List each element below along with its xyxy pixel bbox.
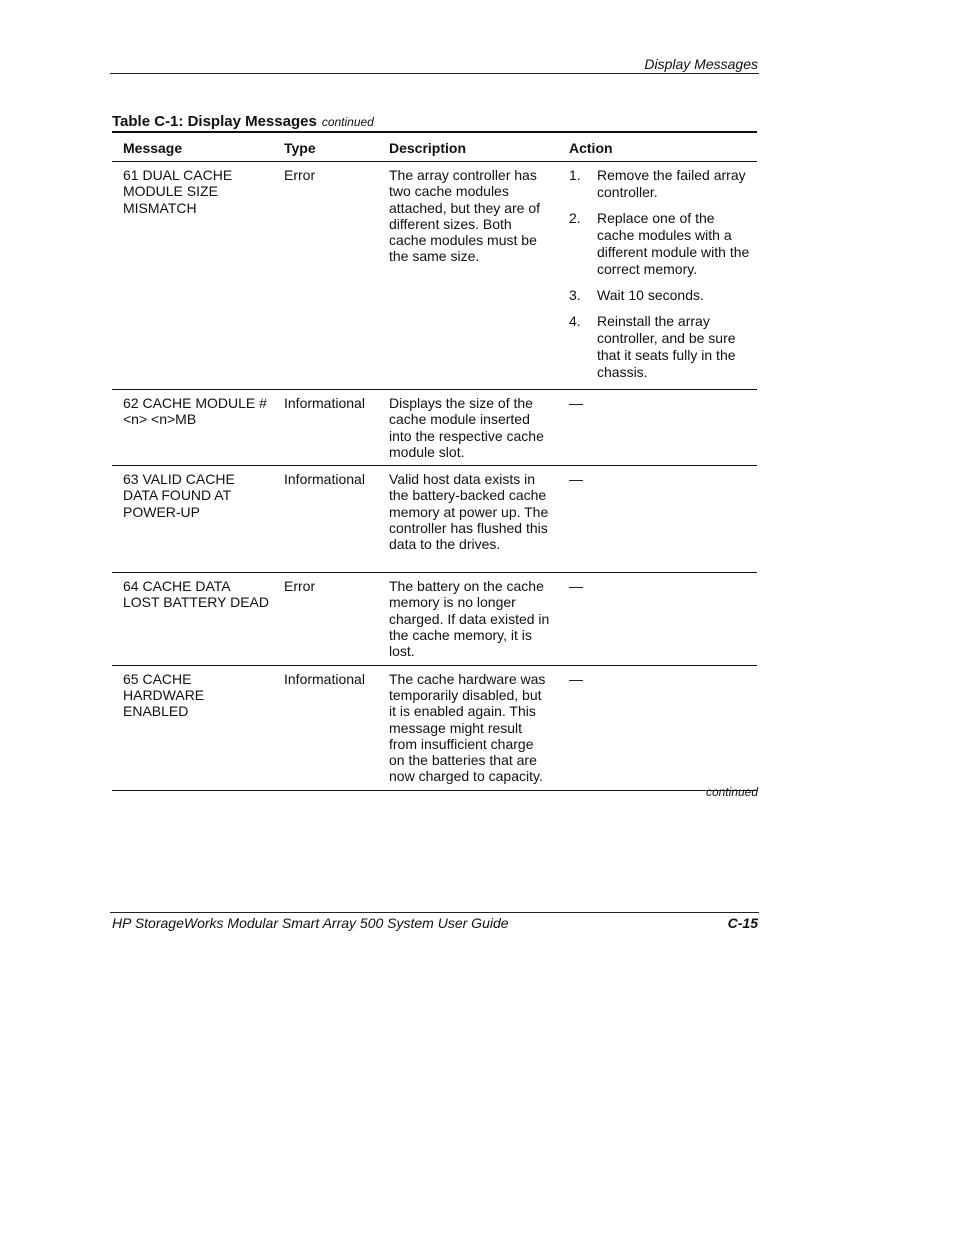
type-cell: Informational [284,670,365,687]
table-continued-label: continued [321,115,374,129]
action-cell: — [569,670,583,687]
action-cell [558,162,757,390]
footer-document-title: HP StorageWorks Modular Smart Array 500 System User Guide [112,915,509,931]
table-continued-note: continued [705,785,758,799]
table-row [112,466,757,573]
type-cell: Informational [284,471,365,488]
table-row [112,390,757,466]
table-title: Table C-1: Display Messages [112,113,317,130]
column-header-description: Description [389,140,467,156]
description-cell: Valid host data exists in the battery-backed cache memory at power up. The controller has flushed this data to the drives. [389,471,549,553]
action-cell: — [569,578,583,595]
action-step [569,167,753,201]
table-row [112,162,757,390]
step-text: Reinstall the array controller, and be sure that it seats fully in the chassis. [597,313,736,380]
type-cell: Informational [284,395,365,411]
action-steps-list [569,167,753,381]
message-cell: 65 CACHE HARDWARE ENABLED [123,670,205,720]
step-number: 2. [569,210,581,226]
page-number: C-15 [727,915,758,931]
display-messages-table-container [112,131,757,791]
step-text: Wait 10 seconds. [597,287,704,303]
action-step [569,313,753,381]
table-caption [112,113,374,131]
display-messages-table [112,131,757,791]
step-text: Remove the failed array controller. [597,167,746,200]
column-header-type: Type [284,140,316,156]
action-cell: — [569,471,583,488]
description-cell: The battery on the cache memory is no longer charged. If data existed in the cache memory, it is lost. [389,578,550,660]
column-header-message: Message [123,140,183,156]
step-number: 3. [569,287,581,303]
type-cell: Error [284,167,316,183]
step-text: Replace one of the cache modules with a different module with the correct memory. [597,210,750,277]
running-header: Display Messages [644,56,758,72]
action-step [569,210,753,278]
step-number: 1. [569,167,581,183]
type-cell: Error [284,578,316,595]
table-row [112,573,757,665]
message-cell: 64 CACHE DATA LOST BATTERY DEAD [123,578,270,611]
footer-divider [110,912,759,913]
table-header-row [112,132,757,162]
message-cell: 62 CACHE MODULE #<n> <n>MB [123,395,267,428]
table-row [112,665,757,790]
description-cell: The cache hardware was temporarily disabled, but it is enabled again. This message might result from insufficient charge on the batteries that are now charged to capacity. [389,670,546,785]
header-divider [110,73,759,74]
message-cell: 61 DUAL CACHE MODULE SIZE MISMATCH [123,167,233,216]
action-cell: — [569,395,583,411]
description-cell: Displays the size of the cache module inserted into the respective cache module slot. [389,395,544,460]
step-number: 4. [569,313,581,329]
message-cell: 63 VALID CACHE DATA FOUND AT POWER-UP [123,471,235,520]
action-step [569,287,753,304]
description-cell: The array controller has two cache modules attached, but they are of different sizes. Both cache modules must be the same size. [389,167,540,265]
column-header-action: Action [569,140,613,156]
